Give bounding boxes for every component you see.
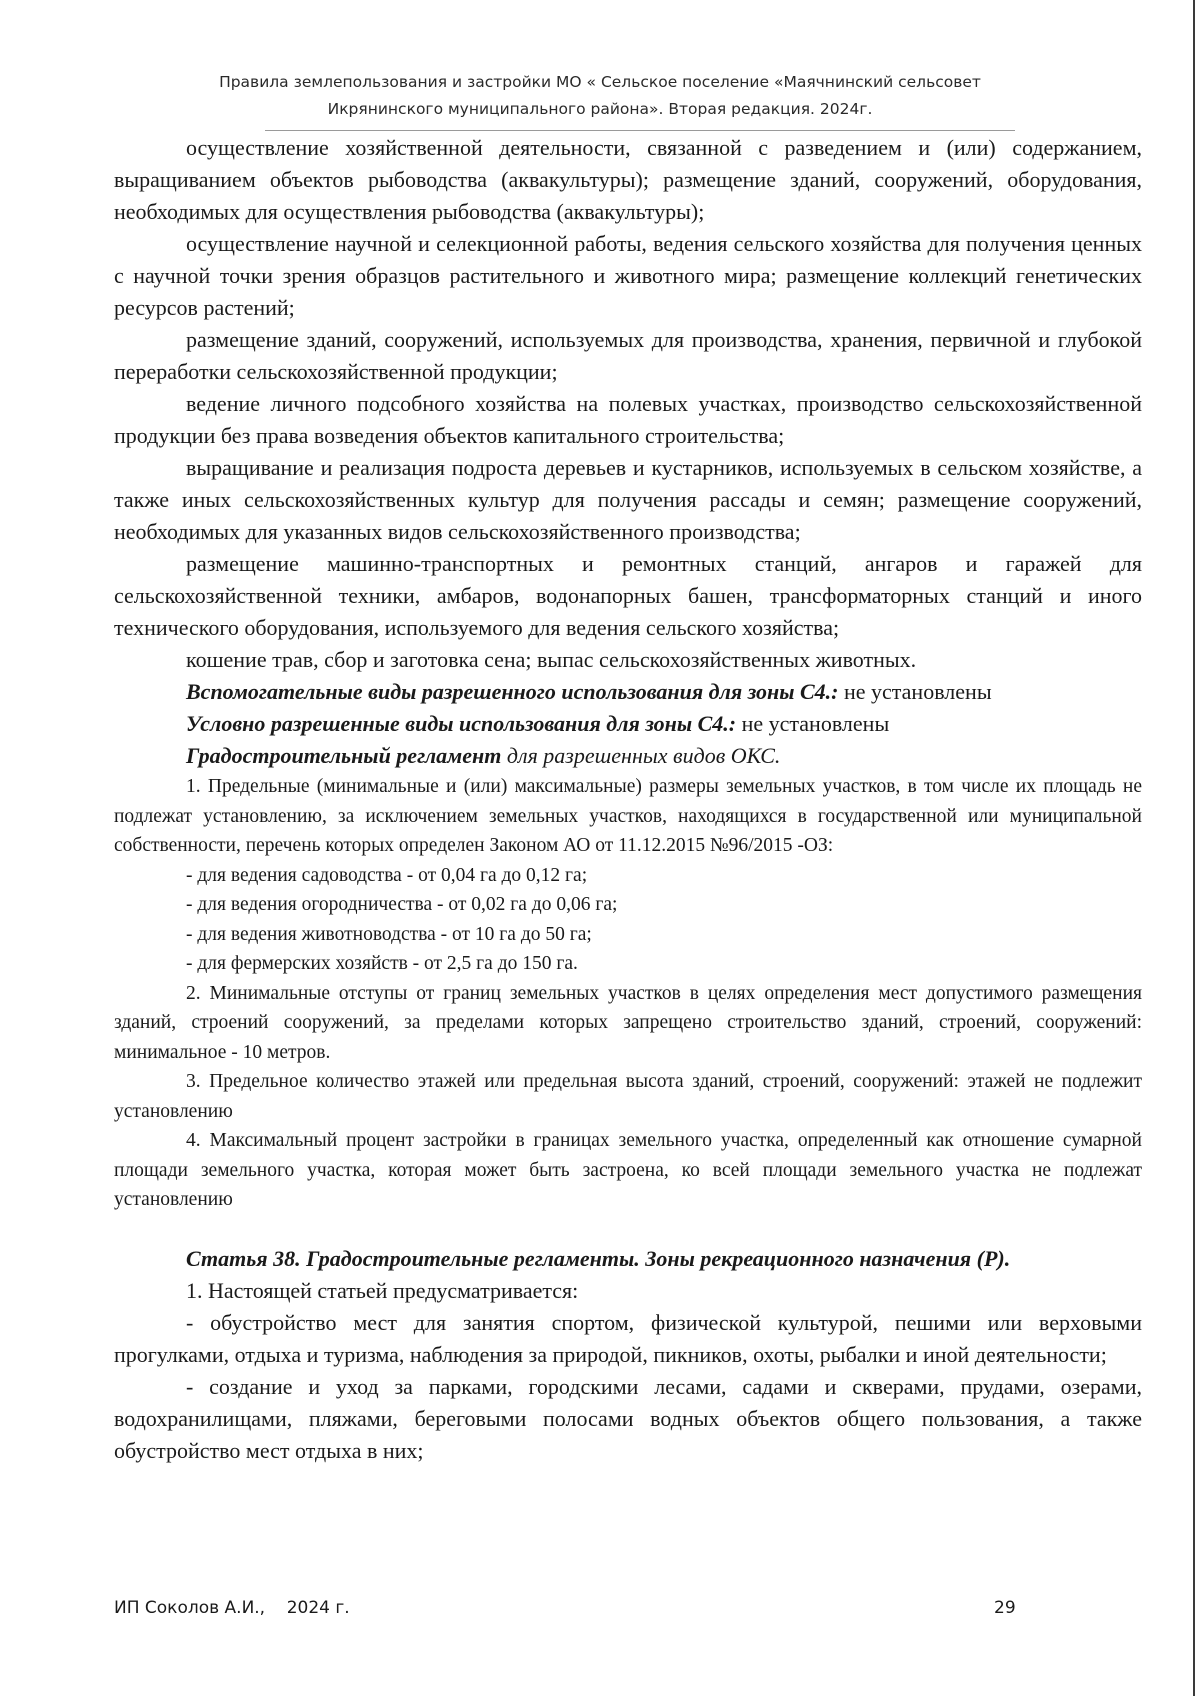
page-number: 29 xyxy=(994,1598,1016,1618)
header-divider xyxy=(265,130,1015,131)
item-3-floors: 3. Предельное количество этажей или предельная высота зданий, строений, сооружений: этажей не подлежит установлению xyxy=(114,1071,1142,1122)
article-38-title: Статья 38. Градостроительные регламенты. Зоны рекреационного назначения (Р). xyxy=(186,1245,1011,1271)
list-item-livestock: - для ведения животноводства - от 10 га до 50 га; xyxy=(186,923,592,945)
page-border xyxy=(1193,0,1195,1696)
paragraph-haymaking: кошение трав, сбор и заготовка сена; выпас сельскохозяйственных животных. xyxy=(186,647,917,672)
footer-author: ИП Соколов А.И., 2024 г. xyxy=(114,1598,350,1618)
paragraph-processing: размещение зданий, сооружений, используемых для производства, хранения, первичной и глубокой переработки сельскохозяйственной продукции; xyxy=(114,327,1142,384)
article-38-intro: 1. Настоящей статьей предусматривается: xyxy=(186,1277,579,1303)
document-body xyxy=(114,132,1142,1467)
article-38-bullet-parks: - создание и уход за парками, городскими лесами, садами и скверами, прудами, озерами, водохранилищами, пляжами, береговыми полосами водных объектов общего пользования, а также обустройство мест отдыха в них; xyxy=(114,1373,1142,1463)
running-header xyxy=(150,69,1050,123)
article-38-bullet-sport: - обустройство мест для занятия спортом, физической культурой, пешими или верховыми прогулками, отдыха и туризма, наблюдения за природой, пикников, охоты, рыбалки и иной деятельности; xyxy=(114,1309,1142,1367)
list-item-vegetable-gardening: - для ведения огородничества - от 0,02 га до 0,06 га; xyxy=(186,894,618,915)
running-header-line-1: Правила землепользования и застройки МО « Сельское поселение «Маячнинский сельсовет xyxy=(219,73,981,91)
list-item-gardening: - для ведения садоводства - от 0,04 га до 0,12 га; xyxy=(186,864,588,886)
list-item-farms: - для фермерских хозяйств - от 2,5 га до 150 га. xyxy=(186,953,578,974)
auxiliary-uses-line xyxy=(114,676,1142,708)
item-2-setbacks: 2. Минимальные отступы от границ земельных участков в целях определения мест допустимого размещения зданий, строений сооружений, за пределами которых запрещено строительство зданий, строений, сооружений: минимальное - 10 метров. xyxy=(114,982,1142,1063)
regulation-heading-bold: Градостроительный регламент xyxy=(186,743,502,768)
paragraph-machinery: размещение машинно-транспортных и ремонтных станций, ангаров и гаражей для сельскохозяйственной техники, амбаров, водонапорных башен, трансформаторных станций и иного технического оборудования, используемого для ведения сельского хозяйства; xyxy=(114,551,1142,640)
auxiliary-uses-value: не установлены xyxy=(838,679,992,704)
conditional-uses-label: Условно разрешенные виды использования для зоны С4.: xyxy=(186,711,737,736)
paragraph-personal-farming: ведение личного подсобного хозяйства на полевых участках, производство сельскохозяйственной продукции без права возведения объектов капитального строительства; xyxy=(114,391,1142,448)
auxiliary-uses-label: Вспомогательные виды разрешенного использования для зоны С4.: xyxy=(186,679,839,704)
item-4-coverage: 4. Максимальный процент застройки в границах земельного участка, определенный как отношение сумарной площади земельного участка, которая может быть застроена, ко всей площади земельного участка не подлежат установлению xyxy=(114,1130,1142,1210)
regulation-heading-italic: для разрешенных видов ОКС. xyxy=(501,743,781,768)
regulation-heading xyxy=(114,740,1142,772)
conditional-uses-value: не установлены xyxy=(736,711,890,736)
paragraph-aquaculture: осуществление хозяйственной деятельности, связанной с разведением и (или) содержанием, выращиванием объектов рыбоводства (аквакультуры); размещение зданий, сооружений, оборудования, необходимых для осуществления рыбоводства (аквакультуры); xyxy=(114,135,1142,224)
paragraph-research: осуществление научной и селекционной работы, ведения сельского хозяйства для получения ценных с научной точки зрения образцов растительного и животного мира; размещение коллекций генетических ресурсов растений; xyxy=(114,231,1142,320)
item-1-plot-sizes: 1. Предельные (минимальные и (или) максимальные) размеры земельных участков, в том числе их площадь не подлежат установлению, за исключением земельных участков, находящихся в государственной или муниципальной собственности, перечень которых определен Законом АО от 11.12.2015 №96/2015 -ОЗ: xyxy=(114,776,1142,856)
conditional-uses-line xyxy=(114,708,1142,740)
running-header-line-2: Икрянинского муниципального района». Вторая редакция. 2024г. xyxy=(327,100,873,118)
paragraph-nursery: выращивание и реализация подроста деревьев и кустарников, используемых в сельском хозяйстве, а также иных сельскохозяйственных культур для получения рассады и семян; размещение сооружений, необходимых для указанных видов сельскохозяйственного производства; xyxy=(114,455,1142,544)
